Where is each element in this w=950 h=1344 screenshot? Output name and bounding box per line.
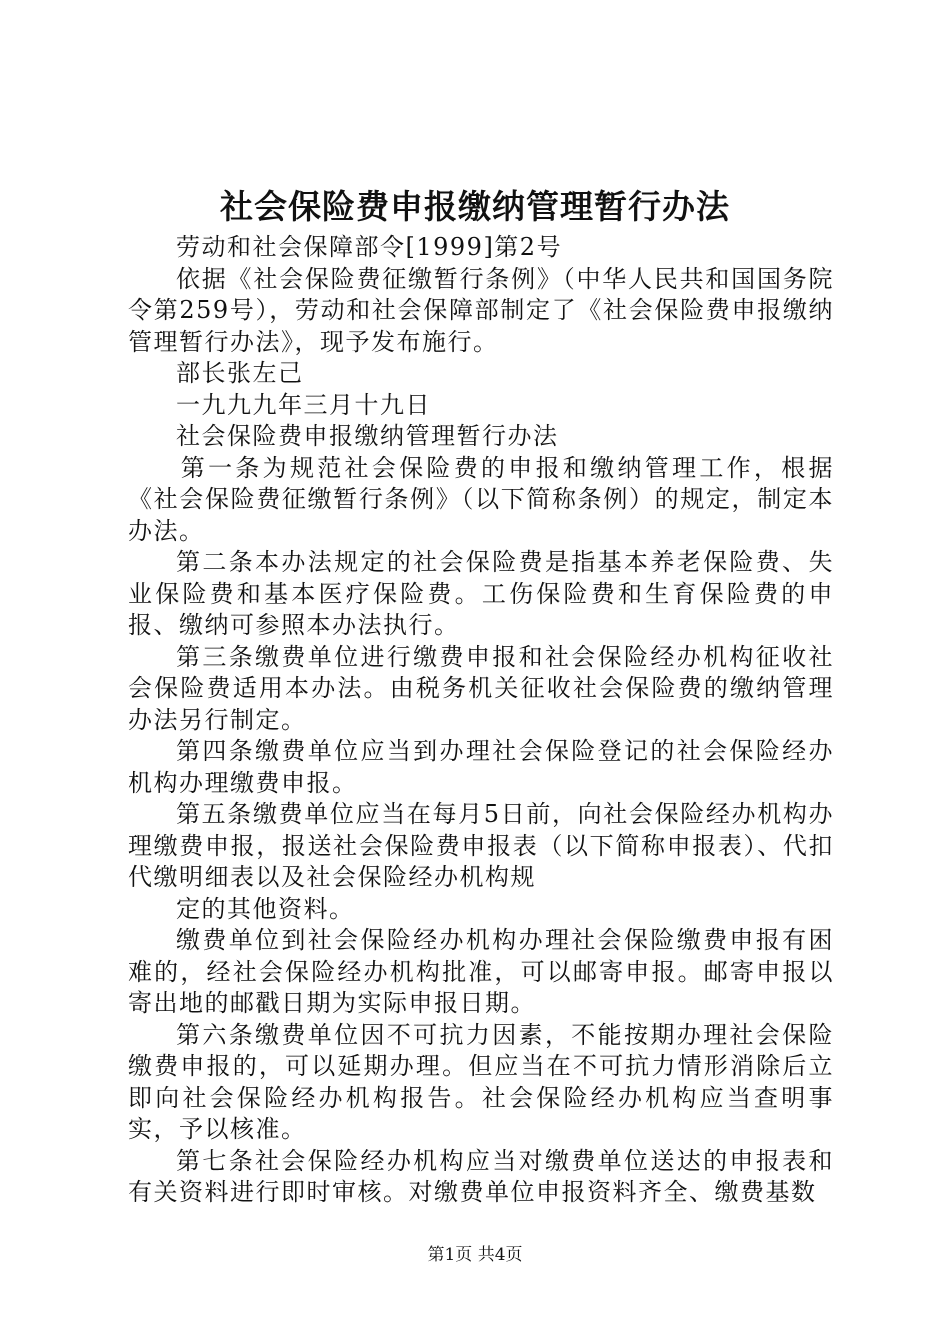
article-2: 第二条本办法规定的社会保险费是指基本养老保险费、失业保险费和基本医疗保险费。工伤保险费和生育保险费的申报、缴纳可参照本办法执行。 xyxy=(128,548,834,639)
signatory: 部长张左己 xyxy=(176,359,304,387)
article-5: 第五条缴费单位应当在每月5日前，向社会保险经办机构办理缴费申报，报送社会保险费申报表（以下简称申报表）、代扣代缴明细表以及社会保险经办机构规 xyxy=(128,800,834,891)
document-title: 社会保险费申报缴纳管理暂行办法 xyxy=(220,187,730,226)
subtitle: 社会保险费申报缴纳管理暂行办法 xyxy=(176,422,559,450)
page-number-footer: 第1页 共4页 xyxy=(427,1245,523,1265)
article-5-continued: 定的其他资料。 xyxy=(176,894,355,923)
document-body xyxy=(128,232,834,1209)
preamble-paragraph: 依据《社会保险费征缴暂行条例》（中华人民共和国国务院令第259号），劳动和社会保障部制定了《社会保险费申报缴纳管理暂行办法》，现予发布施行。 xyxy=(128,264,834,356)
article-6: 第六条缴费单位因不可抗力因素，不能按期办理社会保险缴费申报的，可以延期办理。但应当在不可抗力情形消除后立即向社会保险经办机构报告。社会保险经办机构应当查明事实，予以核准。 xyxy=(128,1020,834,1143)
article-7: 第七条社会保险经办机构应当对缴费单位送达的申报表和有关资料进行即时审核。对缴费单位申报资料齐全、缴费基数 xyxy=(128,1146,834,1206)
article-4: 第四条缴费单位应当到办理社会保险登记的社会保险经办机构办理缴费申报。 xyxy=(128,737,834,797)
article-1: 第一条为规范社会保险费的申报和缴纳管理工作，根据《社会保险费征缴暂行条例》（以下简称条例）的规定，制定本办法。 xyxy=(128,453,834,545)
article-3: 第三条缴费单位进行缴费申报和社会保险经办机构征收社会保险费适用本办法。由税务机关征收社会保险费的缴纳管理办法另行制定。 xyxy=(128,642,834,734)
article-5-mail-paragraph: 缴费单位到社会保险经办机构办理社会保险缴费申报有困难的，经社会保险经办机构批准，可以邮寄申报。邮寄申报以寄出地的邮戳日期为实际申报日期。 xyxy=(128,926,834,1017)
decree-number: 劳动和社会保障部令[1999]第2号 xyxy=(176,233,563,261)
issue-date: 一九九九年三月十九日 xyxy=(176,390,431,419)
